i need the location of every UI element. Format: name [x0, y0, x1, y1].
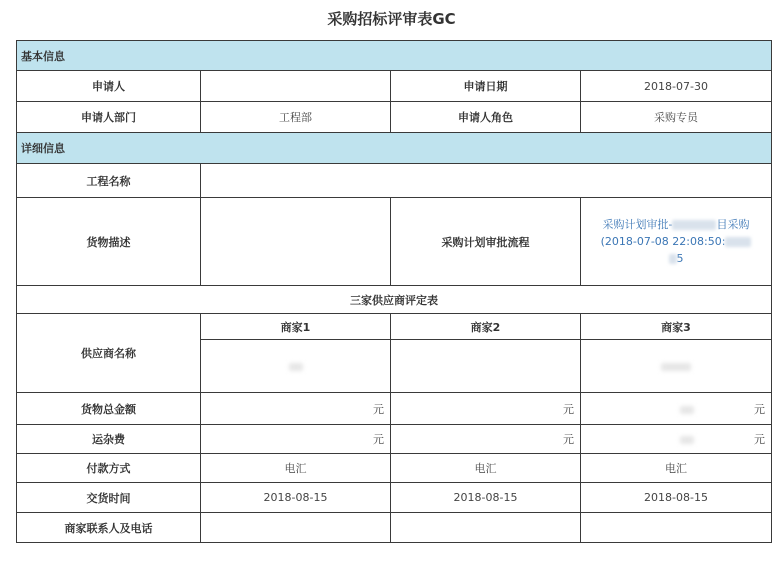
section-basic-row — [17, 41, 772, 71]
vendor-2-delivery: 2018-08-15 — [391, 483, 581, 513]
department-label: 申请人部门 — [17, 102, 201, 133]
project-value — [201, 164, 772, 198]
apply-date-label: 申请日期 — [391, 71, 581, 102]
redacted-text — [672, 220, 716, 230]
contact-label: 商家联系人及电话 — [17, 513, 201, 543]
department-row — [17, 102, 772, 133]
redacted-text — [669, 254, 677, 264]
applicant-value — [201, 71, 391, 102]
vendor-2-name — [391, 340, 581, 393]
vendor-1-total: 元 — [201, 393, 391, 425]
vendor-2-payment: 电汇 — [391, 454, 581, 483]
goods-value — [201, 198, 391, 286]
page-title: 采购招标评审表GC — [327, 10, 456, 28]
approval-flow-link-part2: 目采购 — [716, 218, 750, 231]
vendor-2-contact — [391, 513, 581, 543]
project-row — [17, 164, 772, 198]
role-value: 采购专员 — [581, 102, 772, 133]
section-basic-header: 基本信息 — [17, 41, 772, 71]
applicant-row — [17, 71, 772, 102]
freight-label: 运杂费 — [17, 425, 201, 454]
vendor-3-header: 商家3 — [581, 314, 772, 340]
section-detail-header: 详细信息 — [17, 133, 772, 164]
project-label: 工程名称 — [17, 164, 201, 198]
approval-flow-link-part3: (2018-07-08 22:08:50: — [600, 235, 726, 248]
vendor-1-contact — [201, 513, 391, 543]
payment-label: 付款方式 — [17, 454, 201, 483]
approval-flow-link[interactable] — [585, 216, 767, 267]
supplier-name-label: 供应商名称 — [17, 314, 201, 393]
approval-flow-link-part1: 采购计划审批- — [602, 218, 673, 231]
approval-flow-label: 采购计划审批流程 — [391, 198, 581, 286]
vendor-3-delivery: 2018-08-15 — [581, 483, 772, 513]
payment-row — [17, 454, 772, 483]
vendor-1-freight: 元 — [201, 425, 391, 454]
vendor-1-name — [201, 340, 391, 393]
eval-title-row — [17, 286, 772, 314]
vendor-3-name — [581, 340, 772, 393]
delivery-label: 交货时间 — [17, 483, 201, 513]
approval-flow-link-part4: 5 — [676, 252, 684, 265]
approval-flow-cell — [581, 198, 772, 286]
contact-row — [17, 513, 772, 543]
vendor-header-row — [17, 314, 772, 340]
vendor-1-payment: 电汇 — [201, 454, 391, 483]
vendor-3-freight: 元 — [581, 425, 772, 454]
goods-row — [17, 198, 772, 286]
vendor-2-total: 元 — [391, 393, 581, 425]
total-amount-row — [17, 393, 772, 425]
vendor-2-freight: 元 — [391, 425, 581, 454]
applicant-label: 申请人 — [17, 71, 201, 102]
role-label: 申请人角色 — [391, 102, 581, 133]
redacted-text — [725, 237, 751, 247]
eval-table-title: 三家供应商评定表 — [17, 286, 772, 314]
vendor-2-header: 商家2 — [391, 314, 581, 340]
vendor-1-header: 商家1 — [201, 314, 391, 340]
department-value: 工程部 — [201, 102, 391, 133]
vendor-3-contact — [581, 513, 772, 543]
vendor-1-delivery: 2018-08-15 — [201, 483, 391, 513]
delivery-row — [17, 483, 772, 513]
vendor-3-payment: 电汇 — [581, 454, 772, 483]
section-detail-row — [17, 133, 772, 164]
vendor-3-total: 元 — [581, 393, 772, 425]
total-amount-label: 货物总金额 — [17, 393, 201, 425]
freight-row — [17, 425, 772, 454]
apply-date-value: 2018-07-30 — [581, 71, 772, 102]
review-form-table — [16, 40, 772, 543]
goods-label: 货物描述 — [17, 198, 201, 286]
